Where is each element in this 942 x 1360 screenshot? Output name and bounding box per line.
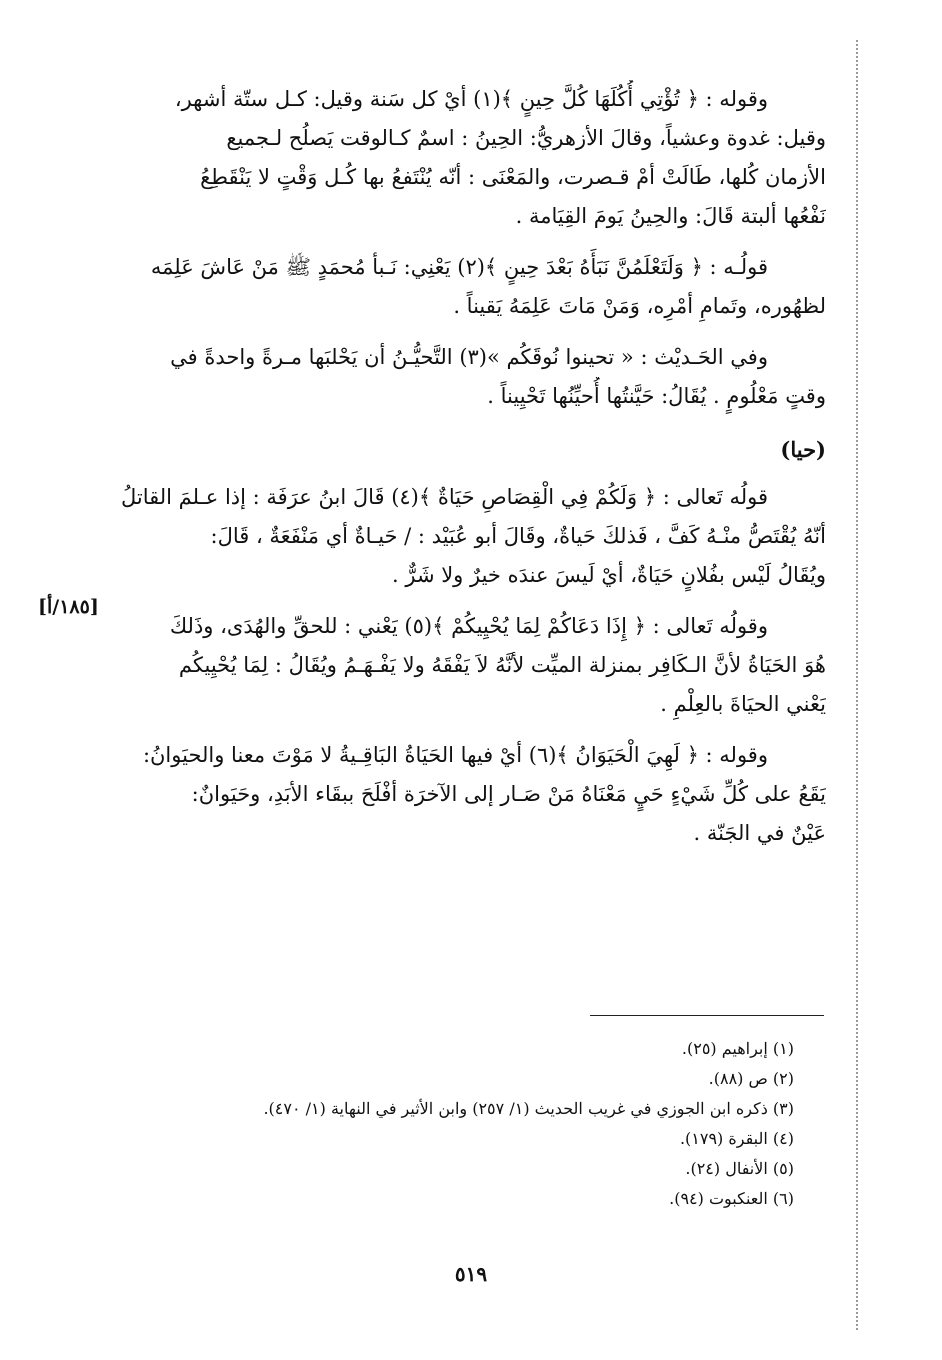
- footnote-item: (٢) ص (٨٨).: [708, 1069, 794, 1088]
- scan-margin-dots: [856, 40, 858, 1330]
- section-heading: (حيا): [780, 437, 826, 462]
- text-line: لظهُوره، وتَمامِ أمْرِه، وَمَنْ مَاتَ عَلِمَهُ يَقيناً .: [453, 294, 826, 318]
- footnote-item: (١) إبراهيم (٢٥).: [681, 1039, 794, 1058]
- page-number: ٥١٩: [454, 1262, 488, 1286]
- paragraph-qisas-hayat: [118, 478, 826, 595]
- paragraph-wa-lata3lamunna: [118, 248, 826, 326]
- text-line: هُوَ الحَيَاةُ لأنَّ الـكَافِر بمنزلة الميِّت لأنَّهُ لاَ يَفْقَهُ ولا يَفْـهَـمُ ويُقَالُ : لِمَا يُحْيِيكُم: [178, 653, 826, 677]
- text-line: وفي الحَـديْث : « تحينوا نُوقَكُم »(٣) التَّحيُّـنُ أن يَحْلبَها مـرةً واحدةً في: [170, 345, 768, 369]
- text-line: أنّهُ يُقْتَصُّ منْـهُ كَفَّ ، فَذلكَ حَياةٌ، وقَالَ أبو عُبَيْد : / حَيـاةٌ أي مَنْفَعَةٌ ، قَالَ:: [210, 524, 826, 548]
- paragraph-hayawan: [118, 736, 826, 853]
- text-line: يَعْني الحيَاةَ بالعِلْمِ .: [660, 692, 826, 716]
- text-line: قولُه تَعالى : ﴿ وَلَكُمْ فِي الْقِصَاصِ حَيَاةٌ ﴾(٤) قَالَ ابنُ عرَفَة : إذا عـلمَ القاتلُ: [120, 485, 768, 509]
- text-line: وقتٍ مَعْلُومٍ . يُقَالُ: حَيَّنتُها أُحيِّنُها تَحْيِيناً .: [487, 384, 826, 408]
- text-line: وقوله : ﴿ تُؤْتِي أُكُلَهَا كُلَّ حِينٍ ﴾(١) أيْ كل سَنة وقيل: كـل ستّة أشهر،: [174, 87, 768, 111]
- footnote-item: (٣) ذكره ابن الجوزي في غريب الحديث (١/ ٢٥٧) وابن الأثير في النهاية (١/ ٤٧٠).: [263, 1099, 794, 1118]
- main-text: [118, 80, 826, 865]
- footnote-separator: [590, 1015, 824, 1016]
- footnote-item: (٥) الأنفال (٢٤).: [685, 1159, 794, 1178]
- paragraph-da3akum: [118, 607, 826, 724]
- text-line: قولُـه : ﴿ وَلَتَعْلَمُنَّ نَبَأَهُ بَعْدَ حِينٍ ﴾(٢) يَعْنِي: نَـبأ مُحمَدٍ ﷺ مَنْ عَاشَ عَلِمَه: [150, 255, 768, 279]
- text-line: وقوله : ﴿ لَهِيَ الْحَيَوَانُ ﴾(٦) أيْ فيها الحَيَاةُ البَاقِـيةُ لا مَوْتَ معنا والحيَوانُ:: [142, 743, 768, 767]
- footnote-item: (٦) العنكبوت (٩٤).: [669, 1189, 794, 1208]
- manuscript-folio-marker: [١٨٥/أ]: [38, 596, 99, 618]
- paragraph-hadith-tahayyanu: [118, 338, 826, 416]
- text-line: وقولُه تَعالى : ﴿ إِذَا دَعَاكُمْ لِمَا يُحْيِيكُمْ ﴾(٥) يَعْني : للحقِّ والهُدَى، وذَلكَ: [169, 614, 768, 638]
- paragraph-tutti-ukulaha: [118, 80, 826, 236]
- footnote-item: (٤) البقرة (١٧٩).: [679, 1129, 794, 1148]
- text-line: يَقَعُ على كُلِّ شَيْءٍ حَيٍ مَعْنَاهُ مَنْ صَـار إلى الآخرَة أفْلَحَ ببقَاء الأبَدِ، وحَيَوانٌ:: [191, 782, 826, 806]
- footnotes: [118, 1034, 826, 1214]
- text-line: الأزمان كُلها، طَالَتْ أمْ قـصرت، والمَعْنَى : أنّه يُنْتَفعُ بها كُـل وَقْتٍ لا يَنْقَطِعُ: [200, 165, 826, 189]
- text-line: ويُقَالُ لَيْس بفُلانٍ حَيَاةٌ، أيْ لَيسَ عندَه خيرٌ ولا شَرٌّ .: [392, 563, 826, 587]
- text-line: عَيْنٌ في الجَنّة .: [693, 821, 826, 845]
- text-line: وقيل: غدوة وعشياً، وقالَ الأزهريُّ: الحِينُ : اسمٌ كـالوقت يَصلُح لـجميع: [226, 126, 826, 150]
- text-line: نَفْعُها ألبتة قَالَ: والحِينُ يَومَ القِيَامة .: [515, 204, 826, 228]
